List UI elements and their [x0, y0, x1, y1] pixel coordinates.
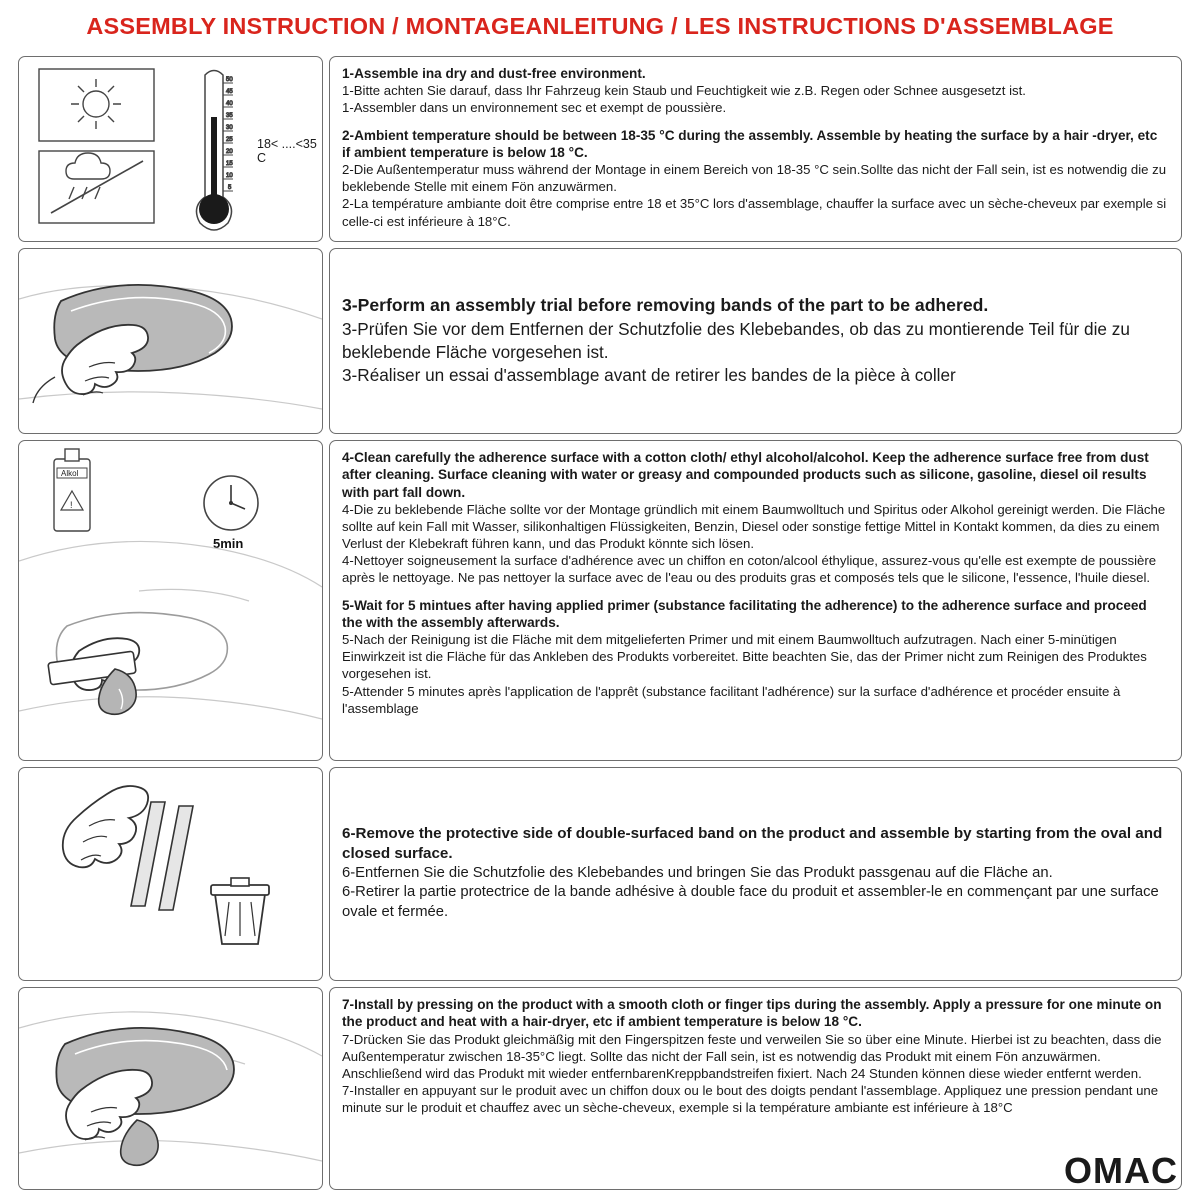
svg-text:10: 10 [226, 173, 233, 179]
svg-text:50: 50 [226, 77, 233, 83]
step-3-fr: 3-Réaliser un essai d'assemblage avant de retirer les bandes de la pièce à coller [342, 364, 956, 385]
figure-alcohol-clean [18, 440, 323, 761]
svg-text:Alkol: Alkol [61, 469, 79, 478]
figure-dry-dust-free [18, 56, 323, 242]
step-row-3 [18, 440, 1182, 761]
temperature-range-label: 18< ....<35 C [257, 137, 317, 165]
step-1-fr: 1-Assembler dans un environnement sec et exempt de poussière. [342, 100, 727, 116]
step-6-de: 6-Entfernen Sie die Schutzfolie des Klebebandes und bringen Sie das Produkt passgenau auf die Fläche an. [342, 864, 1053, 881]
step-row-2 [18, 248, 1182, 434]
svg-text:15: 15 [226, 161, 233, 167]
step-5-en: 5-Wait for 5 mintues after having applied primer (substance facilitating the adherence) to the adherence surface and proceed the with the assembly afterwards. [342, 597, 1147, 630]
svg-text:25: 25 [226, 137, 233, 143]
step-row-1 [18, 56, 1182, 242]
step-7-fr: 7-Installer en appuyant sur le produit avec un chiffon doux ou le bout des doigts pendant l'assemblage. Appliquez une pression pendant une minute sur le produit et chauffez avec un sèche-cheveux, exemple si la température ambiante est inférieure à 18°C [342, 1082, 1159, 1116]
step-text-3 [329, 248, 1182, 434]
step-row-4 [18, 767, 1182, 981]
figure-press-install [18, 987, 323, 1190]
step-5-fr: 5-Attender 5 minutes après l'application de l'apprêt (substance facilitant l'adhérence) sur la surface d'adhérence et procéder ensuite à l'assemblage [342, 683, 1121, 716]
page-title: ASSEMBLY INSTRUCTION / MONTAGEANLEITUNG / LES INSTRUCTIONS D'ASSEMBLAGE [86, 13, 1114, 39]
step-5-de: 5-Nach der Reinigung ist die Fläche mit dem mitgelieferten Primer und mit einem Baumwolltuch aufzutragen. Nach einer 5-minütigen Einwirkzeit ist die Fläche für das Ankleben des Produkts vorbereitet. Bitte beachten Sie, das der Primer nicht zum Reinigen des Produktes vorgesehen ist. [342, 632, 1147, 682]
svg-text:5min: 5min [213, 536, 244, 551]
figure-remove-band [18, 767, 323, 981]
figure-assembly-trial [18, 248, 323, 434]
step-7-de: 7-Drücken Sie das Produkt gleichmäßig mit den Fingerspitzen feste und verweilen Sie so über eine Minute. Hierbei ist zu beachten, dass die Außentemperatur zwischen 18-35°C liegt. Sollte das nicht der Fall sein, ist es notwendig das Produkt mit einem Fön anzuwärmen. Anschließend wird das Produkt mit wieder entfernbarenKreppbandstreifen fixiert. Nach 24 Stunden können diese wieder entfernt werden. [342, 1031, 1162, 1081]
step-6-fr: 6-Retirer la partie protectrice de la bande adhésive à double face du produit et assembler-le en commençant par une surface ovale et fermée. [342, 884, 1159, 921]
step-4-fr: 4-Nettoyer soigneusement la surface d'adhérence avec un chiffon en coton/alcool éthylique, assurez-vous qu'elle est exempte de poussière après le nettoyage. Ne pas nettoyer la surface avec de l'eau ou des produits gras et composés tels que le silicone, l'essence, l'huile diesel. [342, 553, 1157, 586]
step-4-en: 4-Clean carefully the adherence surface with a cotton cloth/ ethyl alcohol/alcohol. Keep the adherence surface free from dust after cleaning. Surface cleaning with water or greasy and compounded products such as silicone, gasoline, diesel oil results with part fall down. [342, 450, 1149, 500]
step-text-6 [329, 767, 1182, 981]
svg-text:40: 40 [226, 101, 233, 107]
svg-text:!: ! [70, 500, 73, 510]
step-2-de: 2-Die Außentemperatur muss während der Montage in einem Bereich von 18-35 °C sein.Sollte das nicht der Fall sein, ist es notwendig die zu beklebende Stelle mit einem Fön anzuwärmen. [342, 162, 1167, 195]
step-3-de: 3-Prüfen Sie vor dem Entfernen der Schutzfolie des Klebebandes, ob das zu montierende Teil für die zu beklebende Fläche vorgesehen ist. [342, 318, 1130, 362]
step-4-de: 4-Die zu beklebende Fläche sollte vor der Montage gründlich mit einem Baumwolltuch und Spiritus oder Alkohol gereinigt werden. Die Fläche sollte auf kein Fall mit Wasser, silikonhaltigen Flüssigkeiten, Benzin, Diesel oder sonstige fettige Mittel in Kontakt kommen, da dies zu einem Verlust der Klebekraft führen kann, und das Produkt könnte sich lösen. [342, 501, 1166, 552]
svg-text:30: 30 [226, 125, 233, 131]
step-text-7 [329, 987, 1182, 1190]
step-1-en: 1-Assemble ina dry and dust-free environment. [342, 66, 646, 81]
step-text-4-5 [329, 440, 1182, 761]
step-6-en: 6-Remove the protective side of double-surfaced band on the product and assemble by starting from the oval and closed surface. [342, 825, 1163, 863]
step-2-en: 2-Ambient temperature should be between 18-35 °C during the assembly. Assemble by heating the surface by a hair -dryer, etc if ambient temperature is below 18 °C. [342, 127, 1158, 160]
omac-logo-text: OMAC [1064, 1150, 1178, 1191]
step-7-en: 7-Install by pressing on the product with a smooth cloth or finger tips during the assembly. Apply a pressure for one minute on the product and heat with a hair-dryer, etc if ambient temperature is below 18 °C. [342, 997, 1162, 1030]
svg-text:5: 5 [228, 185, 232, 191]
steps-container [18, 56, 1182, 1196]
step-3-en: 3-Perform an assembly trial before removing bands of the part to be adhered. [342, 294, 989, 315]
svg-text:20: 20 [226, 149, 233, 155]
step-1-de: 1-Bitte achten Sie darauf, dass Ihr Fahrzeug kein Staub und Feuchtigkeit wie z.B. Regen oder Schnee ausgesetzt ist. [342, 83, 1026, 99]
step-text-1-2 [329, 56, 1182, 242]
omac-logo [1064, 1150, 1178, 1192]
step-row-5 [18, 987, 1182, 1190]
svg-text:35: 35 [226, 113, 233, 119]
step-2-fr: 2-La température ambiante doit être comprise entre 18 et 35°C lors d'assemblage, chauffer la surface avec un sèche-cheveux par exemple si celle-ci est inférieure à 18°C. [342, 196, 1167, 229]
svg-text:45: 45 [226, 89, 233, 95]
